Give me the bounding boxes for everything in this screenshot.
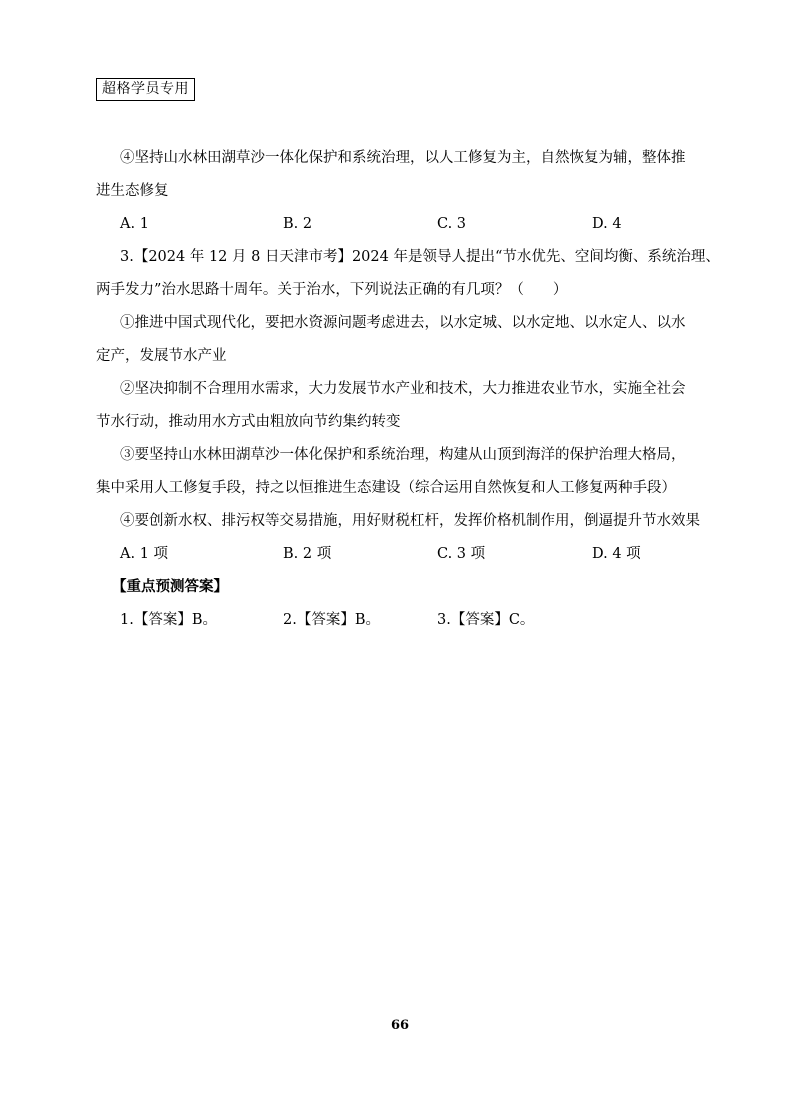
answer-item-2: 2.【答案】B。 — [283, 612, 380, 628]
q2-option-d: D. 4 — [592, 216, 622, 232]
student-only-badge: 超格学员专用 — [96, 78, 195, 101]
page-number: 66 — [390, 1018, 410, 1033]
q3-item1-line2: 定产，发展节水产业 — [96, 348, 227, 364]
q3-item3-line2: 集中采用人工修复手段，持之以恒推进生态建设（综合运用自然恢复和人工修复两种手段） — [96, 480, 676, 496]
q2-option-b: B. 2 — [283, 216, 313, 232]
answers-title: 【重点预测答案】 — [112, 578, 228, 595]
q3-item3-line1: ③要坚持山水林田湖草沙一体化保护和系统治理，构建从山顶到海洋的保护治理大格局， — [120, 447, 686, 463]
q3-option-b: B. 2 项 — [283, 546, 332, 562]
answer-item-1: 1.【答案】B。 — [120, 612, 217, 628]
q2-item4-line1: ④坚持山水林田湖草沙一体化保护和系统治理，以人工修复为主，自然恢复为辅，整体推 — [120, 150, 686, 166]
q3-option-c: C. 3 项 — [437, 546, 486, 562]
q2-item4-line2: 进生态修复 — [96, 183, 169, 199]
q2-option-a: A. 1 — [120, 216, 149, 232]
q3-item4: ④要创新水权、排污权等交易措施，用好财税杠杆，发挥价格机制作用，倒逼提升节水效果 — [120, 513, 700, 529]
q3-option-d: D. 4 项 — [592, 546, 641, 562]
answer-item-3: 3.【答案】C。 — [437, 612, 535, 628]
q3-option-a: A. 1 项 — [120, 546, 169, 562]
q2-option-c: C. 3 — [437, 216, 467, 232]
q3-item2-line1: ②坚决抑制不合理用水需求，大力发展节水产业和技术，大力推进农业节水，实施全社会 — [120, 381, 686, 397]
q3-stem-line2: 两手发力”治水思路十周年。关于治水，下列说法正确的有几项？（ ） — [96, 282, 568, 298]
q3-stem-line1: 3.【2024 年 12 月 8 日天津市考】2024 年是领导人提出“节水优先、空间均衡、系统治理、 — [120, 249, 720, 265]
q3-item1-line1: ①推进中国式现代化，要把水资源问题考虑进去，以水定城、以水定地、以水定人、以水 — [120, 315, 686, 331]
q3-item2-line2: 节水行动，推动用水方式由粗放向节约集约转变 — [96, 414, 401, 430]
